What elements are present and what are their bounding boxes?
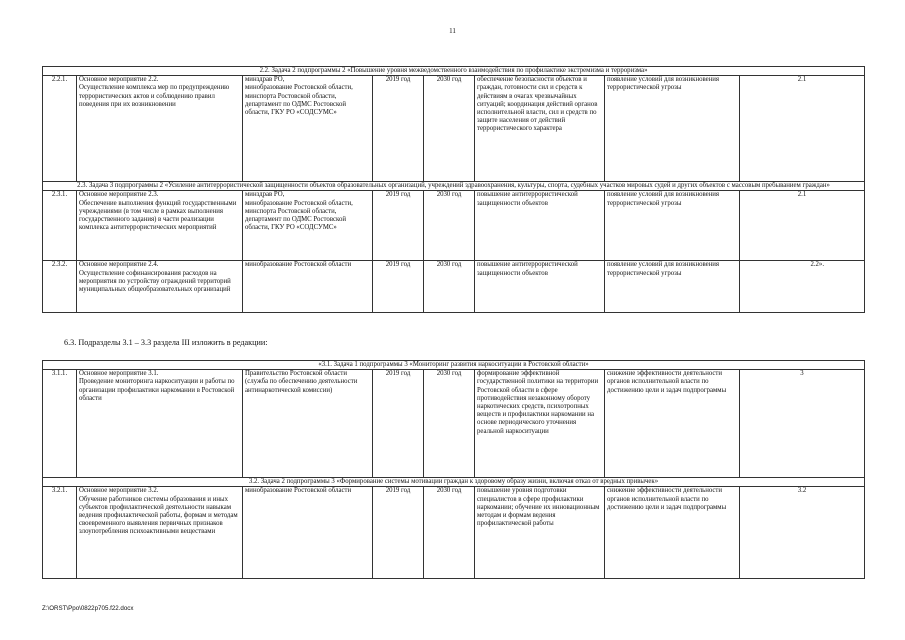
expected-result: повышение антитеррористической защищенности объектов	[475, 261, 605, 313]
indicator-link: 2.1	[740, 191, 865, 261]
indicator-link: 2.2».	[740, 261, 865, 313]
activity-name: Основное мероприятие 2.2. Осуществление комплекса мер по предупреждению террористических актов и соблюдению правил поведения при их возникновении	[77, 76, 243, 182]
expected-result: формирование эффективной государственной политики на территории Ростовской области в сфере противодействия незаконному обороту наркотических средств, психотропных веществ и профилактики наркомании на основе периодического уточнения реальной наркоситуации	[475, 370, 605, 478]
section-row	[43, 67, 865, 76]
executor: минобразование Ростовской области	[243, 261, 373, 313]
executor: минздрав РО, минобразование Ростовской области, минспорта Ростовской области, департамент по ОДМС Ростовской области, ГКУ РО «СОДСУМС»	[243, 76, 373, 182]
page-number: 11	[449, 27, 456, 35]
indicator-link: 3.2	[740, 487, 865, 579]
end-year: 2030 год	[424, 76, 475, 182]
table-row	[43, 487, 865, 579]
section-title: 3.2. Задача 2 подпрограммы 3 «Формирование системы мотивации граждан к здоровому образу жизни, включая отказ от вредных привычек»	[43, 478, 865, 487]
start-year: 2019 год	[373, 370, 424, 478]
table-row	[43, 370, 865, 478]
table-row	[43, 261, 865, 313]
section-row	[43, 182, 865, 191]
table-row	[43, 76, 865, 182]
non-implementation-consequence: появление условий для возникновения террористической угрозы	[605, 261, 740, 313]
indicator-link: 3	[740, 370, 865, 478]
executor: минобразование Ростовской области	[243, 487, 373, 579]
section-row	[43, 361, 865, 370]
row-number: 2.2.1.	[43, 76, 77, 182]
section-title: 2.2. Задача 2 подпрограммы 2 «Повышение уровня межведомственного взаимодействия по профилактике экстремизма и терроризма»	[43, 67, 865, 76]
indicator-link: 2.1	[740, 76, 865, 182]
activities-table-subprogram-3	[42, 360, 865, 579]
non-implementation-consequence: снижение эффективности деятельности органов исполнительной власти по достижению цели и задач подпрограммы	[605, 370, 740, 478]
expected-result: повышение уровня подготовки специалистов в сфере профилактики наркомании; обучение их инновационным методам и формам ведения профилактической работы	[475, 487, 605, 579]
activity-name: Основное мероприятие 3.2. Обучение работников системы образования и иных субъектов профилактической деятельности навыкам ведения профилактической работы, формам и методам своевременного выявления первичных признаков злоупотребления психоактивными веществами	[77, 487, 243, 579]
file-path-footer: Z:\ORST\Ppo\0822p705.f22.docx	[42, 605, 134, 612]
table-row	[43, 191, 865, 261]
end-year: 2030 год	[424, 370, 475, 478]
non-implementation-consequence: появление условий для возникновения террористической угрозы	[605, 76, 740, 182]
executor: Правительство Ростовской области (служба по обеспечению деятельности антинаркотической комиссии)	[243, 370, 373, 478]
row-number: 2.3.2.	[43, 261, 77, 313]
expected-result: обеспечение безопасности объектов и граждан, готовности сил и средств к действиям в очагах чрезвычайных ситуаций; координация действий органов исполнительной власти, сил и средств по защите населения от действий террористического характера	[475, 76, 605, 182]
row-number: 3.2.1.	[43, 487, 77, 579]
end-year: 2030 год	[424, 261, 475, 313]
section-title: 2.3. Задача 3 подпрограммы 2 «Усиление антитеррористической защищенности объектов образовательных организаций, учреждений здравоохранения, культуры, спорта, судебных участков мировых судей и других объектов с массовым пребыванием граждан»	[43, 182, 865, 191]
non-implementation-consequence: снижение эффективности деятельности органов исполнительной власти по достижению цели и задач подпрограммы	[605, 487, 740, 579]
start-year: 2019 год	[373, 76, 424, 182]
activities-table-subprogram-2	[42, 66, 865, 313]
expected-result: повышение антитеррористической защищенности объектов	[475, 191, 605, 261]
start-year: 2019 год	[373, 261, 424, 313]
activity-name: Основное мероприятие 3.1. Проведение мониторинга наркоситуации и работы по организации профилактики наркомании в Ростовской области	[77, 370, 243, 478]
section-heading: 6.3. Подразделы 3.1 – 3.3 раздела III изложить в редакции:	[64, 338, 268, 347]
row-number: 3.1.1.	[43, 370, 77, 478]
activity-name: Основное мероприятие 2.4. Осуществление софинансирования расходов на мероприятия по устройству ограждений территорий муниципальных общеобразовательных организаций	[77, 261, 243, 313]
end-year: 2030 год	[424, 191, 475, 261]
row-number: 2.3.1.	[43, 191, 77, 261]
activity-name: Основное мероприятие 2.3. Обеспечение выполнения функций государственными учреждениями (в том числе в рамках выполнения государственного задания) в части реализации комплекса антитеррористических мероприятий	[77, 191, 243, 261]
start-year: 2019 год	[373, 191, 424, 261]
end-year: 2030 год	[424, 487, 475, 579]
executor: минздрав РО, минобразование Ростовской области, минспорта Ростовской области, департамент по ОДМС Ростовской области, ГКУ РО «СОДСУМС»	[243, 191, 373, 261]
section-title: «3.1. Задача 1 подпрограммы 3 «Мониторинг развития наркоситуации в Ростовской области»	[43, 361, 865, 370]
start-year: 2019 год	[373, 487, 424, 579]
section-row	[43, 478, 865, 487]
non-implementation-consequence: появление условий для возникновения террористической угрозы	[605, 191, 740, 261]
